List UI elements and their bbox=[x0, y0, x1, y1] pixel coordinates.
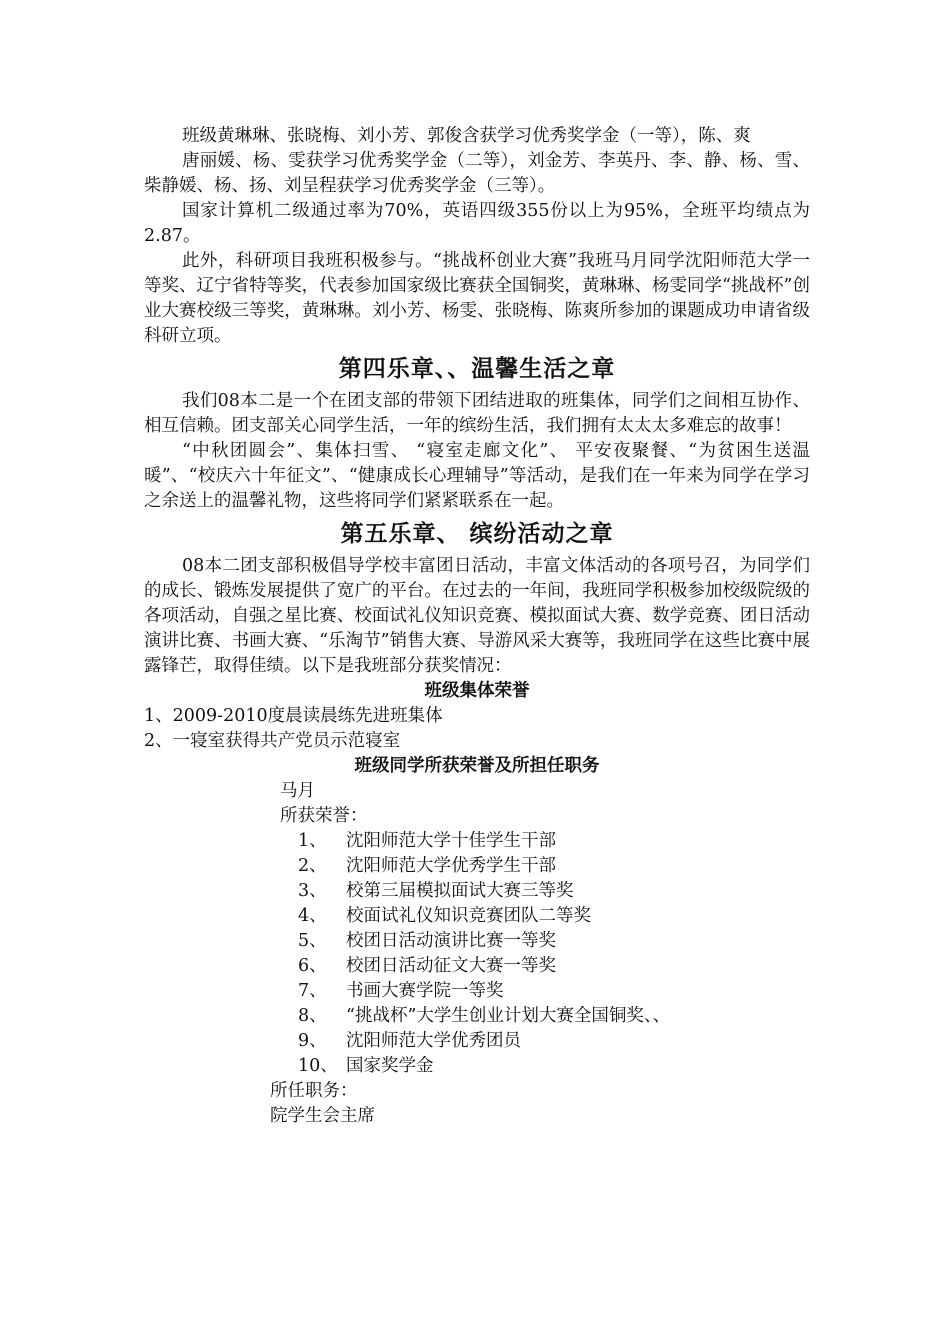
honor-item bbox=[144, 954, 810, 979]
honor-text: 书画大赛学院一等奖 bbox=[346, 981, 504, 1001]
honors-list bbox=[144, 829, 810, 1079]
honor-item bbox=[144, 829, 810, 854]
honor-text: 校团日活动征文大赛一等奖 bbox=[346, 956, 556, 976]
honor-number: 3、 bbox=[298, 881, 327, 901]
honor-item bbox=[144, 854, 810, 879]
honor-text: 沈阳师范大学优秀团员 bbox=[346, 1031, 521, 1051]
individual-honors-heading: 班级同学所获荣誉及所担任职务 bbox=[354, 756, 600, 776]
collective-honor-item: 1、2009-2010度晨读晨练先进班集体 bbox=[144, 706, 443, 726]
honor-text: “挑战杯”大学生创业计划大赛全国铜奖、、 bbox=[346, 1006, 671, 1026]
paragraph-activities: “中秋团圆会”、集体扫雪、 “寝室走廊文化”、 平安夜聚餐、“为贫困生送温暖”、“校庆六十年征文”、“健康成长心理辅导”等活动，是我们在一年来为同学在学习之余送上的温馨礼物，这些将同学们紧紧联系在一起。 bbox=[144, 441, 810, 511]
honor-item bbox=[144, 879, 810, 904]
collective-honor-item: 2、一寝室获得共产党员示范寝室 bbox=[144, 731, 401, 751]
honor-number: 9、 bbox=[298, 1031, 327, 1051]
honor-item bbox=[144, 1004, 810, 1029]
post-item: 院学生会主席 bbox=[270, 1106, 375, 1126]
honor-number: 6、 bbox=[298, 956, 327, 976]
honor-number: 10、 bbox=[298, 1056, 338, 1076]
paragraph-exam-rates: 国家计算机二级通过率为70%，英语四级355份以上为95%，全班平均绩点为2.87。 bbox=[144, 201, 810, 246]
honor-item bbox=[144, 1029, 810, 1054]
honor-number: 4、 bbox=[298, 906, 327, 926]
honor-number: 8、 bbox=[298, 1006, 327, 1026]
student-name: 马月 bbox=[280, 781, 315, 801]
honor-number: 2、 bbox=[298, 856, 327, 876]
section5-heading: 第五乐章、 缤纷活动之章 bbox=[340, 521, 614, 547]
honor-item bbox=[144, 979, 810, 1004]
honor-text: 国家奖学金 bbox=[346, 1056, 434, 1076]
honor-text: 校面试礼仪知识竞赛团队二等奖 bbox=[346, 906, 591, 926]
paragraph-research: 此外，科研项目我班积极参与。“挑战杯创业大赛”我班马月同学沈阳师范大学一等奖、辽宁省特等奖，代表参加国家级比赛获全国铜奖，黄琳琳、杨雯同学“挑战杯”创业大赛校级三等奖，黄琳琳。刘小芳、杨雯、张晓梅、陈爽所参加的课题成功申请省级科研立项。 bbox=[144, 251, 810, 346]
paragraph-scholarship-first: 班级黄琳琳、张晓梅、刘小芳、郭俊含获学习优秀奖学金（一等），陈、爽 bbox=[182, 126, 751, 146]
paragraph-class-life: 我们08本二是一个在团支部的带领下团结进取的班集体，同学们之间相互协作、相互信赖。团支部关心同学生活，一年的缤纷生活，我们拥有太太太多难忘的故事！ bbox=[144, 391, 810, 436]
honor-text: 沈阳师范大学十佳学生干部 bbox=[346, 831, 556, 851]
honor-number: 5、 bbox=[298, 931, 327, 951]
honor-text: 校团日活动演讲比赛一等奖 bbox=[346, 931, 556, 951]
posts-label: 所任职务： bbox=[270, 1081, 358, 1101]
paragraph-scholarship-second-third: 唐丽媛、杨、雯获学习优秀奖学金（二等），刘金芳、李英丹、李、静、杨、雪、柴静媛、杨、扬、刘呈程获学习优秀奖学金（三等）。 bbox=[144, 151, 810, 196]
honor-number: 7、 bbox=[298, 981, 327, 1001]
honor-item bbox=[144, 904, 810, 929]
honors-label: 所获荣誉： bbox=[280, 806, 368, 826]
document-page bbox=[144, 124, 810, 1129]
paragraph-competitions: 08本二团支部积极倡导学校丰富团日活动，丰富文体活动的各项号召，为同学们的成长、锻炼发展提供了宽广的平台。在过去的一年间，我班同学积极参加校级院级的各项活动，自强之星比赛、校面试礼仪知识竞赛、模拟面试大赛、数学竞赛、团日活动演讲比赛、书画大赛、“乐淘节”销售大赛、导游风采大赛等，我班同学在这些比赛中展露锋芒，取得佳绩。以下是我班部分获奖情况： bbox=[144, 556, 810, 676]
honor-number: 1、 bbox=[298, 831, 327, 851]
collective-honors-heading: 班级集体荣誉 bbox=[424, 681, 530, 701]
honor-text: 校第三届模拟面试大赛三等奖 bbox=[346, 881, 574, 901]
honor-item bbox=[144, 929, 810, 954]
section4-heading: 第四乐章、、温馨生活之章 bbox=[338, 356, 616, 382]
honor-item bbox=[144, 1054, 810, 1079]
honor-text: 沈阳师范大学优秀学生干部 bbox=[346, 856, 556, 876]
